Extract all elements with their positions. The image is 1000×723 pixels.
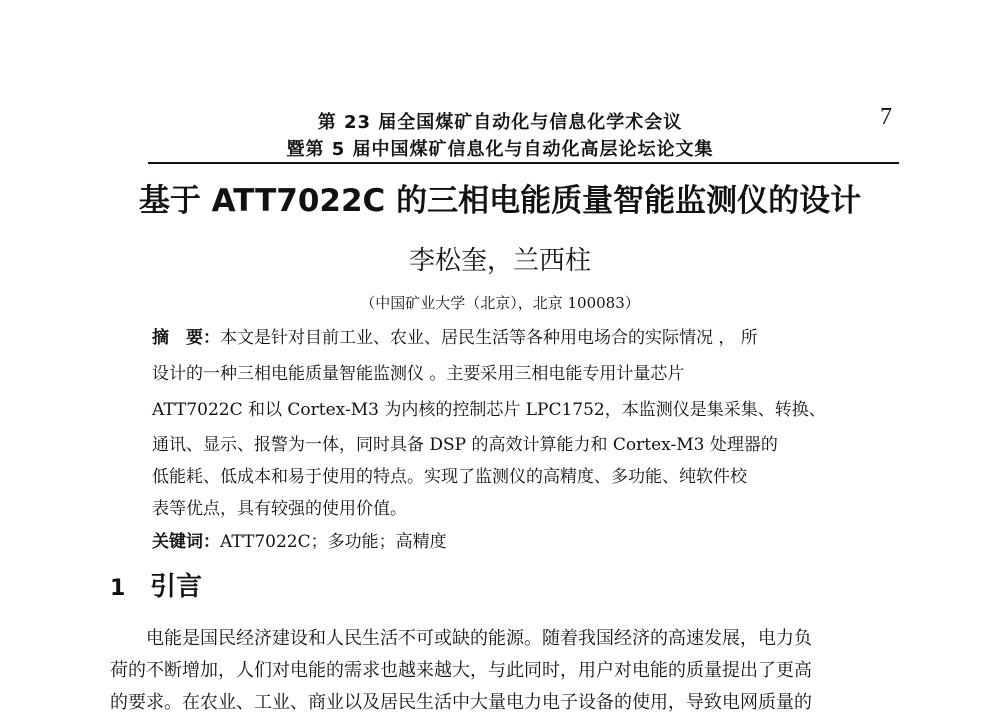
header-rule bbox=[148, 162, 899, 164]
conference-header-line2: 暨第 5 届中国煤矿信息化与自动化高层论坛论文集 bbox=[286, 139, 714, 160]
abstract-line: 设计的一种三相电能质量智能监测仪 。主要采用三相电能专用计量芯片 bbox=[152, 364, 685, 384]
abstract-line: ATT7022C 和以 Cortex-M3 为内核的控制芯片 LPC1752，本监测仪是集采集、转换、 bbox=[152, 400, 826, 420]
paper-title: 基于 ATT7022C 的三相电能质量智能监测仪的设计 bbox=[138, 183, 862, 219]
section-title: 引言 bbox=[150, 572, 203, 602]
keywords-label: 关键词： bbox=[152, 532, 220, 552]
body-line: 的要求。在农业、工业、商业以及居民生活中大量电力电子设备的使用，导致电网质量的 bbox=[110, 692, 812, 713]
conference-header-line1: 第 23 届全国煤矿自动化与信息化学术会议 bbox=[317, 112, 683, 133]
keywords-text: ATT7022C；多功能；高精度 bbox=[220, 532, 447, 552]
page-number: 7 bbox=[880, 104, 892, 130]
abstract-text: 本文是针对目前工业、农业、居民生活等各种用电场合的实际情况 ， 所 bbox=[220, 328, 758, 348]
abstract-line: 表等优点，具有较强的使用价值。 bbox=[152, 499, 407, 519]
affiliation: （中国矿业大学（北京），北京 100083） bbox=[360, 294, 640, 312]
section-heading bbox=[110, 566, 202, 603]
abstract-line: 通讯、显示、报警为一体，同时具备 DSP 的高效计算能力和 Cortex-M3 处理器的 bbox=[152, 435, 778, 455]
authors: 李松奎，兰西柱 bbox=[408, 246, 591, 276]
keywords-line bbox=[152, 527, 872, 552]
section-number: 1 bbox=[110, 576, 126, 601]
body-line: 电能是国民经济建设和人民生活不可或缺的能源。随着我国经济的高速发展，电力负 bbox=[146, 628, 812, 649]
abstract-line bbox=[152, 323, 872, 348]
body-line: 荷的不断增加，人们对电能的需求也越来越大，与此同时，用户对电能的质量提出了更高 bbox=[110, 660, 812, 681]
abstract-label: 摘 要： bbox=[152, 328, 220, 348]
abstract-line: 低能耗、低成本和易于使用的特点。实现了监测仪的高精度、多功能、纯软件校 bbox=[152, 467, 747, 487]
